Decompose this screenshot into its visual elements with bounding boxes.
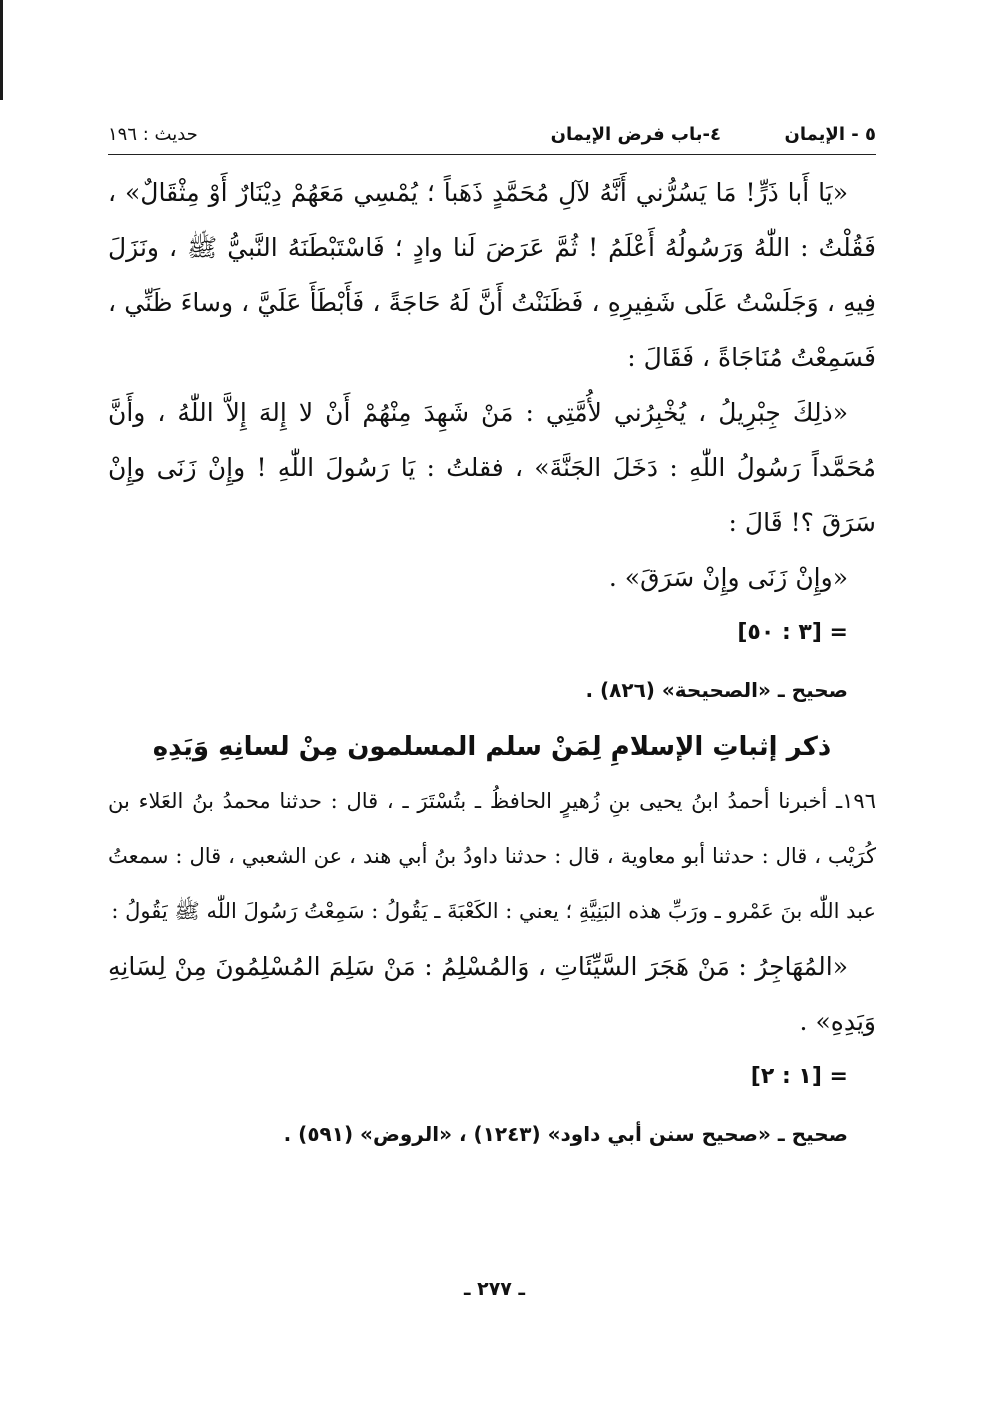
section-title: ٤-باب فرض الإيمان [550, 124, 721, 145]
hadith-text-paragraph: «يَا أَبا ذَرٍّ! مَا يَسُرُّني أَنَّهُ لآلِ مُحَمَّدٍ ذَهَباً ؛ يُمْسِي مَعَهُمْ دِيْنَارٌ أَوْ مِثْقَالٌ» ، فَقُلْتُ : اللّٰهُ وَرَسُولُهُ أَعْلَمُ ! ثُمَّ عَرَضَ لَنا وادٍ ؛ فَاسْتَبْطَنَهُ النَّبيُّ ﷺ ، ونَزَلَ فِيهِ ، وَجَلَسْتُ عَلَى شَفِيرِهِ ، فَظَنَنْتُ أَنَّ لَهُ حَاجَةً ، فَأَبْطَأَ عَلَيَّ ، وساءَ ظَنِّي ، فَسَمِعْتُ مُنَاجَاةً ، فَقَالَ : [108, 178, 876, 372]
hadith-text-paragraph: «ذلِكَ جِبْرِيلُ ، يُخْبِرُني لأُمَّتِي : مَنْ شَهِدَ مِنْهُمْ أَنْ لا إِلهَ إِلاَّ اللّٰهُ ، وأَنَّ مُحَمَّداً رَسُولُ اللّٰهِ : دَخَلَ الجَنَّةَ» ، فقلتُ : يَا رَسُولَ اللّٰهِ ! وإِنْ زَنَى وإِنْ سَرَقَ ؟! قَالَ : [108, 398, 876, 537]
cross-reference: = [١ : ٢] [750, 1064, 848, 1089]
chapter-title: ٥ - الإيمان [784, 124, 876, 145]
hadith-text-paragraph: «وإِنْ زَنَى وإِنْ سَرَقَ» . [608, 563, 848, 592]
chain-of-narration: ١٩٦ـ أخبرنا أحمدُ ابنُ يحيى بنِ زُهيرٍ الحافظُ ـ بتُسْتَرَ ـ ، قال : حدثنا محمدُ بنُ العَلاء بن كُرَيْب ، قال : حدثنا أبو معاوية ، قال : حدثنا داودُ بنُ أبي هند ، عن الشعبي ، قال : سمعتُ عبد اللّٰه بنَ عَمْرو ـ ورَبِّ هذه البَنِيَّةِ ؛ يعني : الكَعْبَةَ ـ يَقُولُ : سَمِعْتُ رَسُولَ اللّٰه ﷺ يَقُولُ : [108, 789, 876, 923]
page-number: ـ ٢٧٧ ـ [463, 1278, 525, 1300]
running-header [108, 110, 876, 155]
hadith-number-label: حديث : ١٩٦ [108, 124, 198, 145]
book-page [108, 110, 876, 1164]
authenticity-grading: صحيح ـ «صحيح سنن أبي داود» (١٢٤٣) ، «الروض» (٥٩١) . [283, 1122, 848, 1146]
hadith-text-paragraph: «المُهَاجِرُ : مَنْ هَجَرَ السَّيِّئَاتِ ، وَالمُسْلِمُ : مَنْ سَلِمَ المُسْلِمُونَ مِنْ لِسَانِهِ وَيَدِهِ» . [108, 952, 876, 1036]
cross-reference: = [٣ : ٥٠] [737, 620, 848, 645]
section-heading: ذكر إثباتِ الإسلامِ لِمَنْ سلم المسلمون مِنْ لسانِهِ وَيَدِهِ [152, 732, 832, 762]
page-body [108, 165, 876, 1164]
scan-edge-mark [0, 0, 3, 100]
authenticity-grading: صحيح ـ «الصحيحة» (٨٢٦) . [585, 678, 848, 702]
